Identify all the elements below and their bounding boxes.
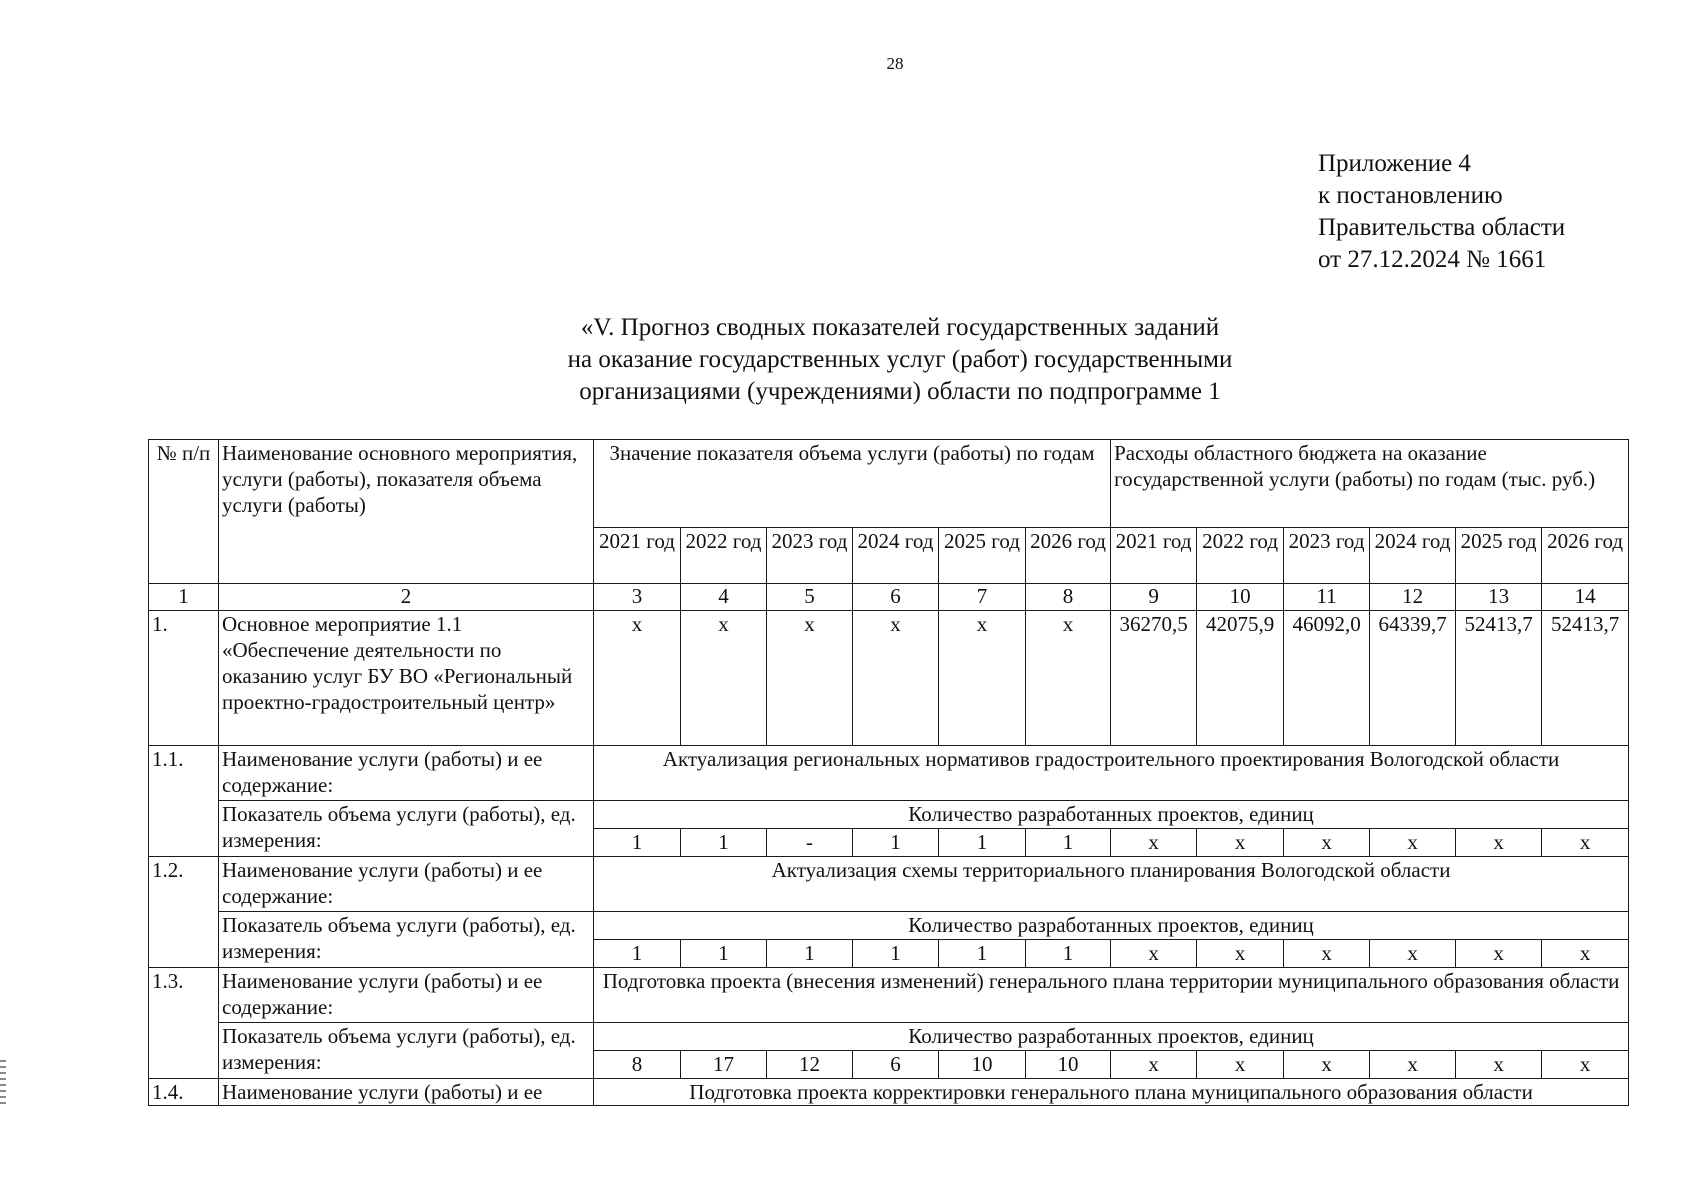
column-number: 9 — [1111, 584, 1197, 611]
indicator-label: Показатель объема услуги (работы), ед. измерения: — [219, 1023, 594, 1079]
service-name: Подготовка проекта корректировки генерального плана муниципального образования области — [594, 1079, 1629, 1106]
document-title — [400, 312, 1400, 408]
expense-cell: x — [1370, 1051, 1456, 1079]
column-number: 5 — [767, 584, 853, 611]
column-number: 2 — [219, 584, 594, 611]
column-number: 6 — [853, 584, 939, 611]
table-row — [149, 746, 1629, 801]
appendix-line: Правительства области — [1318, 214, 1566, 241]
expense-cell: x — [1370, 829, 1456, 857]
expense-cell: x — [1111, 1051, 1197, 1079]
value-cell: x — [594, 611, 681, 746]
table-row — [149, 857, 1629, 912]
table-row — [149, 611, 1629, 746]
expense-cell: x — [1542, 940, 1629, 968]
value-cell: 6 — [853, 1051, 939, 1079]
expense-cell: 42075,9 — [1197, 611, 1284, 746]
appendix-line: к постановлению — [1318, 182, 1503, 209]
expense-cell: x — [1284, 1051, 1370, 1079]
expense-cell: x — [1111, 829, 1197, 857]
header-year: 2022 год — [681, 528, 767, 584]
header-name: Наименование основного мероприятия, услуги (работы), показателя объема услуги (работы) — [219, 440, 594, 584]
service-name: Актуализация региональных нормативов градостроительного проектирования Вологодской области — [594, 746, 1629, 801]
header-year: 2025 год — [939, 528, 1026, 584]
column-number: 14 — [1542, 584, 1629, 611]
row-num: 1.1. — [149, 746, 219, 857]
value-cell: 12 — [767, 1051, 853, 1079]
table-row — [149, 1079, 1629, 1106]
title-line: организациями (учреждениями) области по подпрограмме 1 — [579, 378, 1221, 405]
value-cell: 17 — [681, 1051, 767, 1079]
value-cell: 10 — [939, 1051, 1026, 1079]
header-year: 2023 год — [767, 528, 853, 584]
title-line: «V. Прогноз сводных показателей государственных заданий — [580, 314, 1220, 341]
indicator-name: Количество разработанных проектов, единиц — [594, 1023, 1629, 1051]
main-event-name: Основное мероприятие 1.1 «Обеспечение деятельности по оказанию услуг БУ ВО «Региональный проектно-градостроительный центр» — [219, 611, 594, 746]
column-number: 4 — [681, 584, 767, 611]
expense-cell: x — [1197, 829, 1284, 857]
row-num: 1.4. — [149, 1079, 219, 1106]
service-name: Актуализация схемы территориального планирования Вологодской области — [594, 857, 1629, 912]
indicator-name: Количество разработанных проектов, единиц — [594, 801, 1629, 829]
expense-cell: 52413,7 — [1456, 611, 1542, 746]
header-year: 2021 год — [1111, 528, 1197, 584]
expense-cell: 36270,5 — [1111, 611, 1197, 746]
row-num: 1.3. — [149, 968, 219, 1079]
column-number: 12 — [1370, 584, 1456, 611]
value-cell: 1 — [681, 829, 767, 857]
value-cell: 1 — [853, 940, 939, 968]
value-cell: 1 — [1026, 829, 1111, 857]
header-year: 2021 год — [594, 528, 681, 584]
service-label: Наименование услуги (работы) и ее содержание: — [219, 857, 594, 912]
header-expenses-group: Расходы областного бюджета на оказание государственной услуги (работы) по годам (тыс. руб.) — [1111, 440, 1629, 528]
column-number: 11 — [1284, 584, 1370, 611]
value-cell: 1 — [939, 940, 1026, 968]
appendix-line: Приложение 4 — [1318, 150, 1471, 177]
service-label: Наименование услуги (работы) и ее содержание: — [219, 746, 594, 801]
header-num: № п/п — [149, 440, 219, 584]
expense-cell: x — [1542, 829, 1629, 857]
table-row — [149, 912, 1629, 940]
service-name: Подготовка проекта (внесения изменений) генерального плана территории муниципального образования области — [594, 968, 1629, 1023]
expense-cell: x — [1456, 829, 1542, 857]
column-number: 13 — [1456, 584, 1542, 611]
value-cell: 1 — [853, 829, 939, 857]
expense-cell: 46092,0 — [1284, 611, 1370, 746]
table-row — [149, 584, 1629, 611]
appendix-line: от 27.12.2024 № 1661 — [1318, 246, 1547, 273]
value-cell: 1 — [594, 940, 681, 968]
value-cell: 1 — [681, 940, 767, 968]
expense-cell: x — [1197, 1051, 1284, 1079]
header-year: 2024 год — [1370, 528, 1456, 584]
value-cell: 1 — [1026, 940, 1111, 968]
expense-cell: x — [1456, 940, 1542, 968]
service-label: Наименование услуги (работы) и ее — [219, 1079, 594, 1106]
table-row — [149, 1023, 1629, 1051]
table-row — [149, 440, 1629, 528]
expense-cell: 64339,7 — [1370, 611, 1456, 746]
header-year: 2022 год — [1197, 528, 1284, 584]
value-cell: 1 — [767, 940, 853, 968]
value-cell: 8 — [594, 1051, 681, 1079]
value-cell: x — [1026, 611, 1111, 746]
header-year: 2023 год — [1284, 528, 1370, 584]
column-number: 8 — [1026, 584, 1111, 611]
expense-cell: x — [1284, 940, 1370, 968]
header-year: 2025 год — [1456, 528, 1542, 584]
row-num: 1. — [149, 611, 219, 746]
value-cell: x — [681, 611, 767, 746]
header-year: 2026 год — [1026, 528, 1111, 584]
table-row — [149, 968, 1629, 1023]
expense-cell: x — [1370, 940, 1456, 968]
expense-cell: 52413,7 — [1542, 611, 1629, 746]
row-num: 1.2. — [149, 857, 219, 968]
scan-edge-marks — [0, 1060, 6, 1106]
column-number: 7 — [939, 584, 1026, 611]
indicator-label: Показатель объема услуги (работы), ед. измерения: — [219, 801, 594, 857]
value-cell: 10 — [1026, 1051, 1111, 1079]
table-row — [149, 801, 1629, 829]
indicators-table — [148, 439, 1629, 1106]
expense-cell: x — [1284, 829, 1370, 857]
value-cell: x — [767, 611, 853, 746]
expense-cell: x — [1197, 940, 1284, 968]
appendix-block — [1318, 148, 1565, 276]
expense-cell: x — [1456, 1051, 1542, 1079]
header-values-group: Значение показателя объема услуги (работы) по годам — [594, 440, 1111, 528]
column-number: 1 — [149, 584, 219, 611]
value-cell: 1 — [594, 829, 681, 857]
expense-cell: x — [1111, 940, 1197, 968]
value-cell: 1 — [939, 829, 1026, 857]
value-cell: x — [853, 611, 939, 746]
header-year: 2026 год — [1542, 528, 1629, 584]
value-cell: x — [939, 611, 1026, 746]
header-year: 2024 год — [853, 528, 939, 584]
indicator-label: Показатель объема услуги (работы), ед. измерения: — [219, 912, 594, 968]
page-number: 28 — [886, 54, 904, 73]
service-label: Наименование услуги (работы) и ее содержание: — [219, 968, 594, 1023]
column-number: 10 — [1197, 584, 1284, 611]
column-number: 3 — [594, 584, 681, 611]
expense-cell: x — [1542, 1051, 1629, 1079]
value-cell: - — [767, 829, 853, 857]
title-line: на оказание государственных услуг (работ) государственными — [567, 346, 1233, 373]
indicator-name: Количество разработанных проектов, единиц — [594, 912, 1629, 940]
